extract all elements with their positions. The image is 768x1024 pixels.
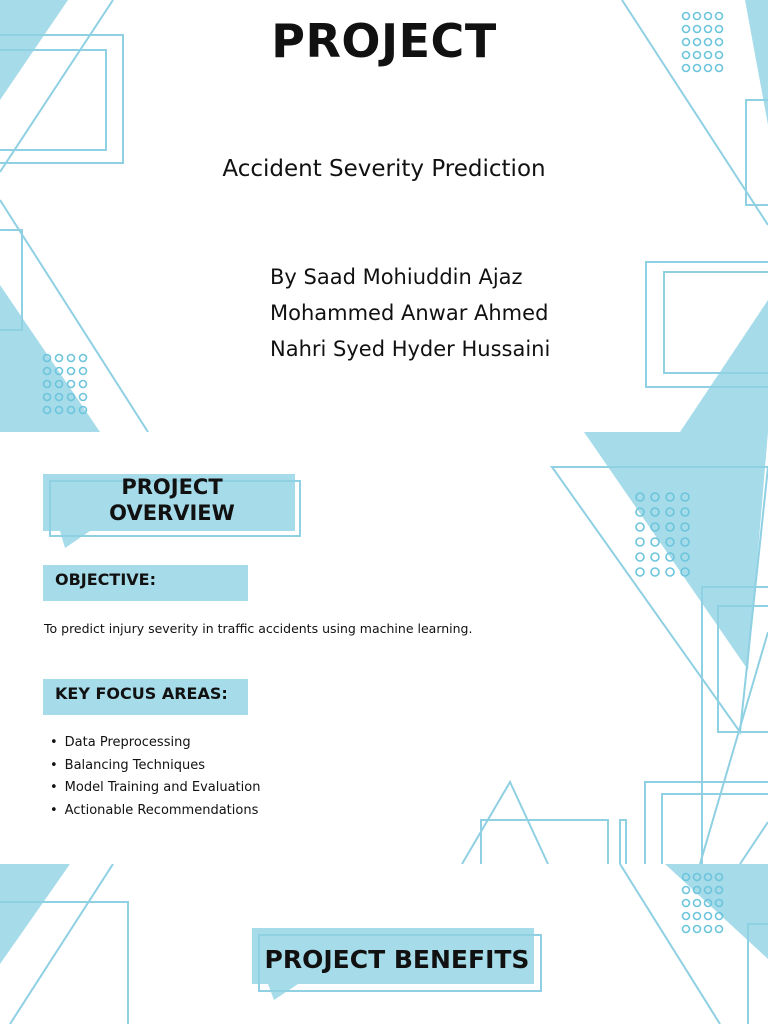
key-focus-label: KEY FOCUS AREAS: [43,679,248,715]
overview-slide [0,432,768,864]
overview-heading-line: PROJECT [121,475,223,499]
list-item: • Actionable Recommendations [50,800,260,823]
list-item: • Balancing Techniques [50,755,260,778]
author-line: Nahri Syed Hyder Hussaini [270,337,551,361]
page-title: PROJECT [271,14,497,68]
author-line: Mohammed Anwar Ahmed [270,301,549,325]
title-slide [0,0,768,432]
key-focus-list [50,732,260,822]
overview-heading [62,474,282,526]
objective-label: OBJECTIVE: [43,565,248,601]
benefits-heading: PROJECT BENEFITS [264,945,530,974]
benefits-slide [0,864,768,1024]
list-item: • Data Preprocessing [50,732,260,755]
objective-text: To predict injury severity in traffic accidents using machine learning. [44,621,473,636]
overview-heading-line: OVERVIEW [109,501,235,525]
author-list [270,259,550,367]
list-item: • Model Training and Evaluation [50,777,260,800]
author-line: By Saad Mohiuddin Ajaz [270,265,523,289]
project-subtitle: Accident Severity Prediction [222,156,546,182]
